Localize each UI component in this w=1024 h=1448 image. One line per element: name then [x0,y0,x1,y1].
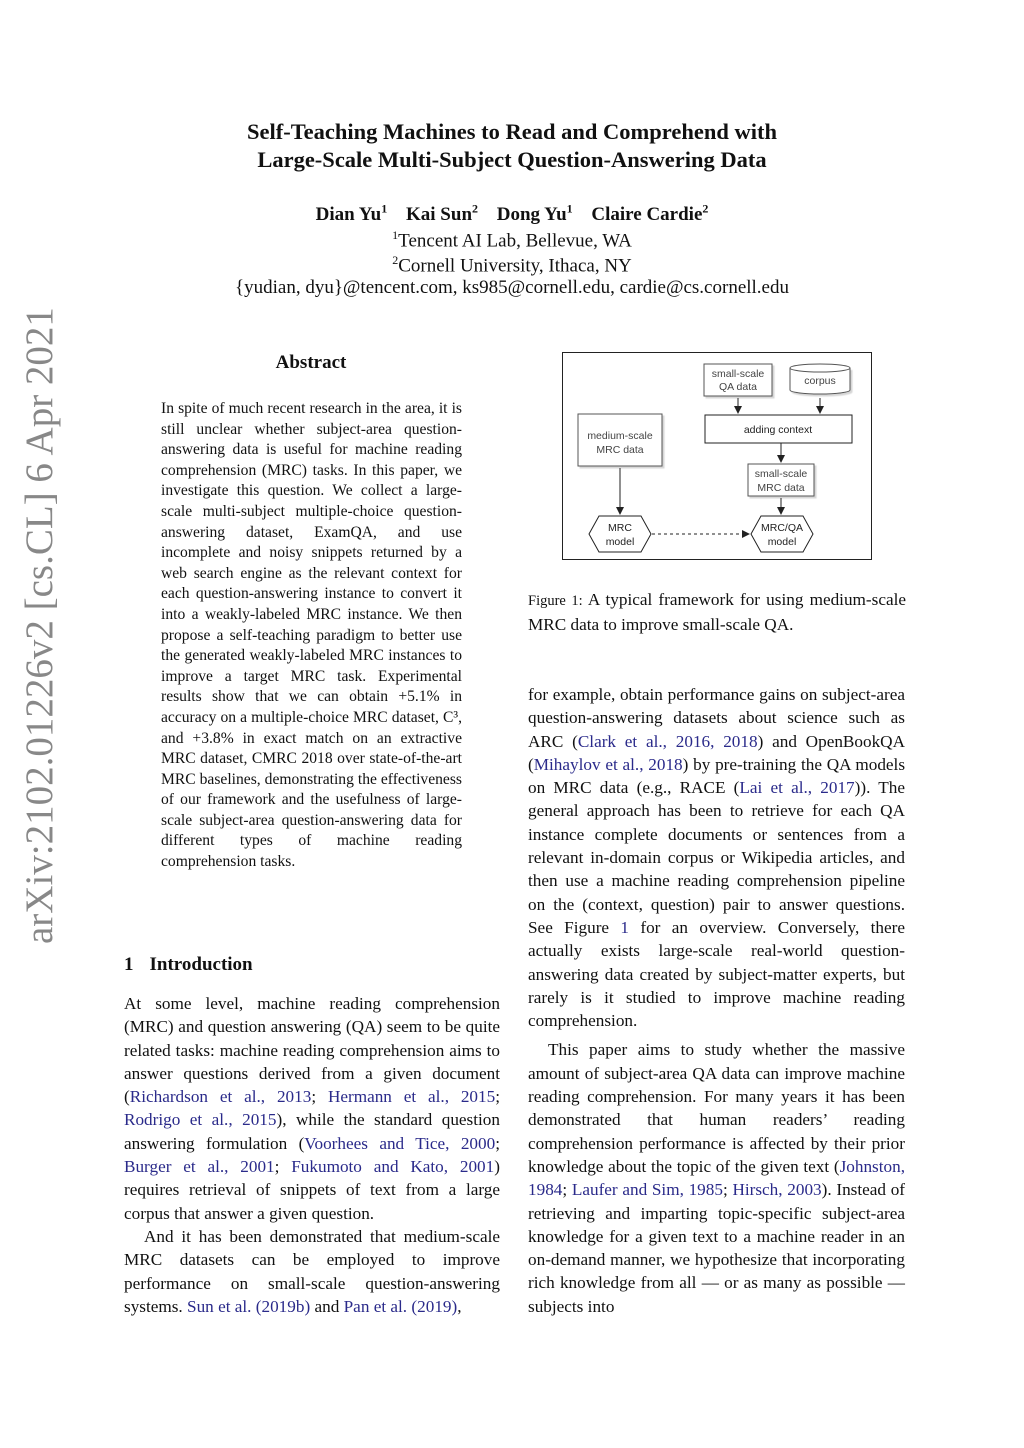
citation-link[interactable]: Burger et al., 2001 [124,1157,275,1177]
affiliation: $^2$Cornell University, Ithaca, NY [392,253,632,277]
paragraph: This paper aims to study whether the massive amount of subject-area QA data can improve machine reading comprehension. For many years it has been demonstrated that human readers’ reading comprehension performance is affected by their prior knowledge about the topic of the given text (Johnston, 1984; Laufer and Sim, 1985; Hirsch, 2003). Instead of retrieving and imparting topic-specific subject-area knowledge for a given text to a machine reader in an on-demand manner, we hypothesize that incorporating rich knowledge from all — or as many as possible — subjects into [528,1040,906,1316]
node-corpus [790,364,850,394]
citation-link[interactable]: Clark et al., 2016, 2018 [577,731,758,751]
figure-1-diagram [562,352,872,560]
citation-link[interactable]: Pan et al. (2019) [343,1296,458,1316]
author-list [150,202,874,226]
svg-text:MRC/QA: MRC/QA [761,522,803,534]
abstract-body: In spite of much recent research in the area, it is still unclear whether subject-area question-answering data is useful for machine reading comprehension (MRC) tasks. In this paper, we investigate this question. We collect a large-scale multi-subject multiple-choice question-answering dataset, ExamQA, and use incomplete and noisy snippets returned by a web search engine as the relevant context for each question-answering instance to convert it into a weakly-labeled MRC instance. We then propose a self-teaching paradigm to better use the generated weakly-labeled MRC instances to improve a target MRC task. Experimental results show that we can obtain +5.1% in accuracy on a multiple-choice MRC dataset, C³, and +3.8% in exact match on an extractive MRC dataset, CMRC 2018 over state-of-the-art MRC baselines, demonstrating the effectiveness of our framework and the usefulness of large-scale subject-area question-answering data for different types of machine reading comprehension tasks. [161,400,462,871]
svg-text:adding context: adding context [743,424,813,436]
svg-text:corpus: corpus [804,375,836,387]
author-emails: {yudian, dyu}@tencent.com, ks985@cornell.edu, cardie@cs.cornell.edu [234,277,789,298]
citation-link[interactable]: 1 [620,917,629,937]
svg-text:medium-scale: medium-scale [587,430,653,442]
citation-link[interactable]: Sun et al. (2019b) [187,1296,311,1316]
citation-link[interactable]: Voorhees and Tice, 2000 [304,1133,496,1153]
abstract-heading: Abstract [275,352,347,373]
svg-text:MRC data: MRC data [596,444,644,456]
node-small-scale-qa-data [704,364,772,396]
svg-text:MRC: MRC [608,522,632,534]
paragraph: And it has been demonstrated that medium-scale MRC datasets can be employed to improve performance on small-scale question-answering systems. Sun et al. (2019b) and Pan et al. (2019), [124,1226,500,1316]
svg-text:small-scale: small-scale [754,468,808,480]
paper-title-line-1: Self-Teaching Machines to Read and Comprehend with [246,119,778,144]
author: Claire Cardie$^2$ [591,202,709,226]
section-heading-introduction: 1 Introduction [124,954,253,975]
svg-text:MRC data: MRC data [757,482,805,494]
node-adding-context [705,415,852,443]
author: Dong Yu$^1$ [496,202,573,226]
node-mrc-qa-model [751,516,813,552]
paragraph: for example, obtain performance gains on subject-area question-answering datasets about science such as ARC (Clark et al., 2016, 2018) and OpenBookQA (Mihaylov et al., 2018) by pre-training the QA models on MRC data (e.g., RACE (Lai et al., 2017)). The general approach has been to retrieve for each QA instance complete documents or sentences from a relevant in-domain corpus or Wikipedia articles, and then use a machine reading comprehension pipeline on the (context, question) pair to answer questions. See Figure 1 for an overview. Conversely, there actually exists large-scale real-world question-answering data created by subject-matter experts, but rarely is it studied to improve machine reading comprehension. [528,685,906,1031]
author: Dian Yu$^1$ [315,202,388,226]
arxiv-sidebar-stamp: arXiv:2102.01226v2 [cs.CL] 6 Apr 2021 [18,307,61,944]
citation-link[interactable]: Richardson et al., 2013 [129,1087,312,1107]
citation-link[interactable]: Lai et al., 2017 [739,778,855,798]
right-column-text [528,683,905,1318]
node-small-scale-mrc-data [748,464,814,496]
citation-link[interactable]: Rodrigo et al., 2015 [124,1110,277,1130]
author: Kai Sun$^2$ [406,202,479,226]
citation-link[interactable]: Hirsch, 2003 [732,1180,822,1200]
svg-text:small-scale: small-scale [711,368,765,380]
node-mrc-model [589,516,651,552]
affiliation: $^1$Tencent AI Lab, Bellevue, WA [392,228,632,252]
paper-title-line-2: Large-Scale Multi-Subject Question-Answering Data [257,147,767,172]
figure-1-caption: Figure 1: A typical framework for using medium-scale MRC data to improve small-scale QA. [528,590,906,634]
node-medium-scale-mrc-data [578,414,662,466]
svg-text:model: model [605,536,635,548]
svg-text:model: model [767,536,797,548]
citation-link[interactable]: Mihaylov et al., 2018 [533,754,683,774]
citation-link[interactable]: Laufer and Sim, 1985 [571,1180,723,1200]
citation-link[interactable]: Hermann et al., 2015 [327,1087,496,1107]
paragraph: At some level, machine reading comprehension (MRC) and question answering (QA) seem to be quite related tasks: machine reading comprehension aims to answer questions derived from a given document (Richardson et al., 2013; Hermann et al., 2015; Rodrigo et al., 2015), while the standard question answering formulation (Voorhees and Tice, 2000; Burger et al., 2001; Fukumoto and Kato, 2001) requires retrieval of snippets of text from a large corpus that answer a given question. [124,994,500,1223]
citation-link[interactable]: Johnston, 1984 [528,1156,905,1200]
left-column-text [124,992,500,1318]
svg-text:QA data: QA data [719,381,757,393]
citation-link[interactable]: Fukumoto and Kato, 2001 [291,1157,495,1177]
